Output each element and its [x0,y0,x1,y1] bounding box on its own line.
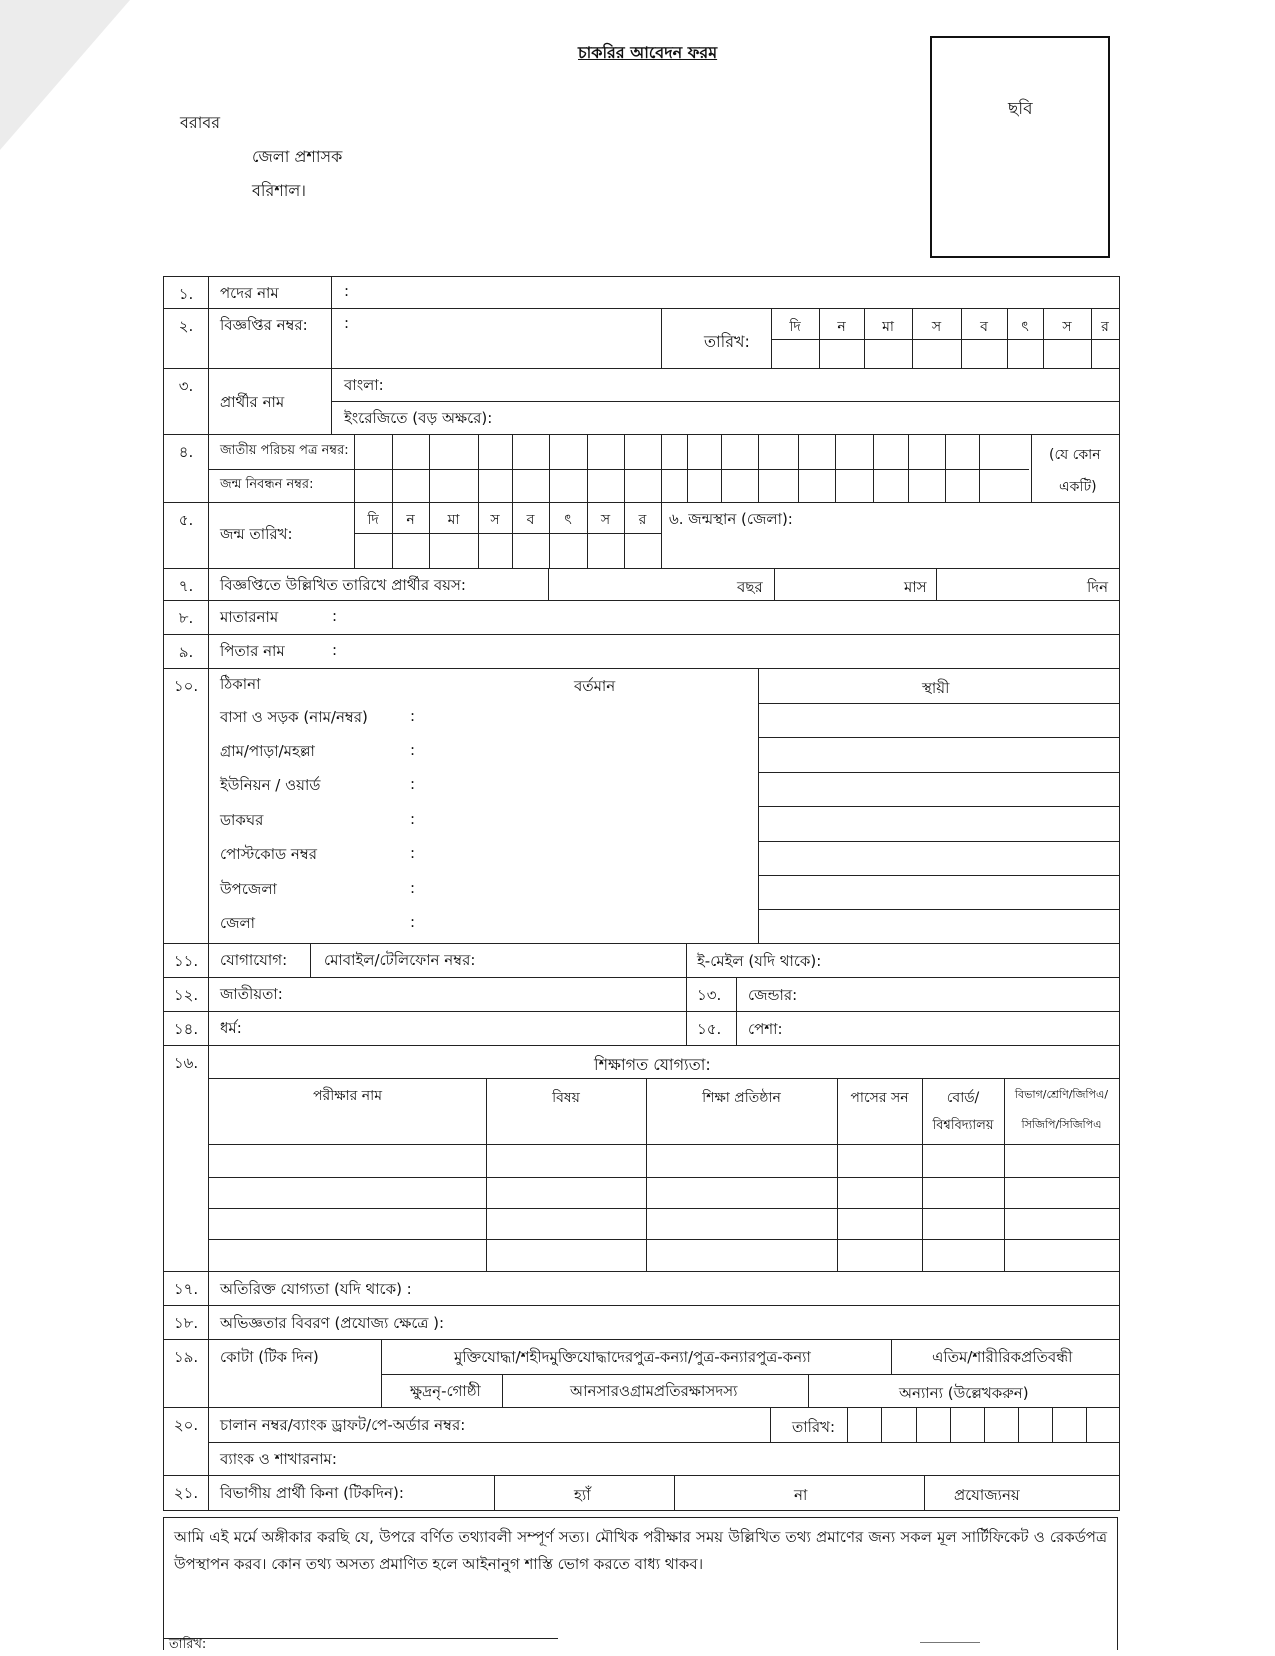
quota-ethnic-minority[interactable]: ক্ষুদ্রনৃ-গোষ্ঠী [410,1382,481,1400]
present-address-header: বর্তমান [574,677,616,695]
edu-col-pass-year: পাসের সন [850,1090,909,1106]
edu-col-board: বোর্ড/ [946,1090,980,1106]
row-number: ১৯. [164,1340,209,1407]
birthplace-label: ৬. জন্মস্থান (জেলা): [669,510,793,528]
row-number: ২. [164,309,209,368]
row-nid [164,435,1119,503]
row-number-15: ১৫. [697,1020,722,1038]
contact-label: যোগাযোগ: [220,951,288,969]
age-months: মাস [904,578,927,596]
father-name-label: পিতার নাম [220,642,285,660]
row-applicant-name [164,369,1119,435]
row-number: ১৭. [164,1272,209,1305]
row-religion [164,1012,1119,1046]
payment-date-label: তারিখ: [792,1418,836,1436]
signature-line [920,1642,980,1643]
either-note: (যে কোন [1049,447,1101,463]
date-cell-m: মা [882,319,894,335]
row-birth-date [164,503,1119,569]
row-number: ৫. [164,503,209,568]
row-quota [164,1340,1119,1408]
row-contact [164,944,1119,978]
edu-col-subject: বিষয় [552,1090,580,1106]
gender-label: জেন্ডার: [748,986,798,1004]
birth-date-cell: ন [406,512,415,528]
form-title: চাকরির আবেদন ফরম [578,43,718,62]
address-upazila: উপজেলা [220,880,277,898]
departmental-label: বিভাগীয় প্রার্থী কিনা (টিকদিন): [220,1484,404,1502]
birth-date-cell: মা [447,512,460,528]
declaration-text: আমি এই মর্মে অঙ্গীকার করছি যে, উপরে বর্ণিত তথ্যাবলী সম্পূর্ণ সত্য। মৌখিক পরীক্ষার সময় উল্লিখিত তথ্য প্রমাণের জন্য সকল মূল সার্টিফিকেট ও রেকর্ডপত্র উপস্থাপন করব। কোন তথ্য অসত্য প্রমাণিত হলে আইনানুগ শাস্তি ভোগ করতে বাধ্য থাকব। [174,1528,1107,1573]
photo-label: ছবি [1008,99,1033,119]
option-yes[interactable]: হ্যাঁ [574,1486,591,1504]
row-additional-qualification [164,1272,1119,1306]
age-days: দিন [1087,578,1109,596]
address-house-road: বাসা ও সড়ক (নাম/নম্বর) [220,708,368,726]
birth-reg-label: জন্ম নিবন্ধন নম্বর: [220,477,314,492]
address-postcode: পোস্টকোড নম্বর [220,845,317,863]
quota-orphan-disabled[interactable]: এতিম/শারীরিকপ্রতিবন্ধী [932,1348,1073,1366]
occupation-label: পেশা: [748,1020,783,1038]
date-cell-y2: ৎ [1021,319,1029,335]
recipient-place: বরিশাল। [252,181,307,200]
option-no[interactable]: না [794,1486,808,1504]
mother-name-label: মাতারনাম [220,608,279,626]
quota-other[interactable]: অন্যান্য (উল্লেখকরুন) [899,1384,1029,1402]
religion-label: ধর্ম: [220,1019,242,1037]
row-number: ৭. [164,569,209,600]
colon: : [344,314,350,332]
address-post-office: ডাকঘর [220,811,264,829]
post-name-label: পদের নাম [220,284,279,302]
date-cell-y1: ব [980,319,988,335]
nid-label: জাতীয় পরিচয় পত্র নম্বর: [220,443,349,458]
row-number: ২১. [164,1476,209,1510]
row-number: ১১. [164,944,209,977]
edu-col-university: বিশ্ববিদ্যালয় [932,1118,994,1133]
address-union-ward: ইউনিয়ন / ওয়ার্ড [220,776,321,794]
row-father-name [164,635,1119,669]
row-post-name [164,277,1119,309]
colon: : [332,607,338,625]
birth-date-cell: ৎ [564,512,572,528]
quota-freedom-fighter[interactable]: মুক্তিযোদ্ধা/শহীদমুক্তিযোদ্ধাদেরপুত্র-কন্যা/পুত্র-কন্যারপুত্র-কন্যা [454,1348,811,1366]
row-number: ১. [164,277,209,308]
date-cell-y4: র [1101,319,1109,335]
address-district: জেলা [220,914,256,932]
footer-date-row [163,1638,558,1651]
colon: : [332,641,338,659]
colon: : [344,282,350,300]
row-mother-name [164,601,1119,635]
recipient: জেলা প্রশাসক [252,147,343,166]
birth-date-cell: দি [367,512,379,528]
birth-date-cell: ব [526,512,535,528]
address-village: গ্রাম/পাড়া/মহল্লা [220,742,315,760]
date-cell-m2: স [931,319,942,335]
row-number: ২০. [164,1408,209,1475]
address-label: ঠিকানা [220,675,261,693]
colon: : [410,844,416,862]
either-note-2: একটি) [1059,479,1097,495]
birth-date-label: জন্ম তারিখ: [220,525,293,543]
row-number-13: ১৩. [697,986,722,1004]
colon: : [410,741,416,759]
email-label: ই-মেইল (যদি থাকে): [697,952,822,970]
row-number: ১২. [164,978,209,1011]
education-title: শিক্ষাগত যোগ্যতা: [594,1055,711,1074]
colon: : [410,775,416,793]
name-english-label: ইংরেজিতে (বড় অক্ষরে): [344,409,493,427]
row-number: ৩. [164,369,209,434]
quota-label: কোটা (টিক দিন) [220,1348,319,1366]
declaration-box [163,1517,1118,1650]
row-circular-number [164,309,1119,369]
additional-qualification-label: অতিরিক্ত যোগ্যতা (যদি থাকে) : [220,1280,412,1298]
row-payment [164,1408,1119,1476]
row-age [164,569,1119,601]
row-number: ১৬. [164,1046,209,1271]
photo-box[interactable] [930,36,1110,258]
edu-col-cgpa: সিজিপি/সিজিপিএ [1021,1118,1102,1131]
date-cell-y3: স [1062,319,1072,335]
row-address [164,669,1119,944]
footer-date-label: তারিখ: [169,1637,207,1652]
page-fold [0,0,130,150]
row-number: ৪. [164,435,209,502]
application-form-table [163,276,1120,1511]
edu-col-result: বিভাগ/শ্রেণি/জিপিএ/ [1014,1088,1109,1101]
edu-col-institution: শিক্ষা প্রতিষ্ঠান [702,1090,781,1106]
row-number: ১৮. [164,1306,209,1339]
date-cell-d2: ন [837,319,846,335]
row-education [164,1046,1119,1272]
row-number: ৯. [164,635,209,668]
row-experience [164,1306,1119,1340]
birth-date-cell: স [600,512,611,528]
birth-date-cell: স [490,512,500,528]
row-departmental [164,1476,1119,1510]
row-number: ১০. [164,669,209,943]
name-bangla-label: বাংলা: [344,376,384,394]
colon: : [410,879,416,897]
colon: : [410,913,416,931]
challan-label: চালান নম্বর/ব্যাংক ড্রাফট/পে-অর্ডার নম্বর: [220,1416,466,1434]
edu-col-exam: পরীক্ষার নাম [313,1088,382,1104]
row-number: ৮. [164,601,209,634]
nationality-label: জাতীয়তা: [220,985,283,1003]
birth-date-cell: র [638,512,647,528]
circular-number-label: বিজ্ঞপ্তির নম্বর: [220,316,308,334]
date-label: তারিখ: [704,332,750,351]
post-name-field[interactable] [354,277,1104,308]
age-years: বছর [737,578,763,596]
applicant-name-label: প্রার্থীর নাম [220,393,285,411]
salutation: বরাবর [180,113,221,132]
colon: : [410,810,416,828]
experience-label: অভিজ্ঞতার বিবরণ (প্রযোজ্য ক্ষেত্রে ): [220,1314,445,1332]
option-not-applicable[interactable]: প্রযোজ্যনয় [954,1486,1020,1504]
quota-ansar-vdp[interactable]: আনসারওগ্রামপ্রতিরক্ষাসদস্য [570,1382,738,1400]
mobile-label: মোবাইল/টেলিফোন নম্বর: [324,951,476,969]
row-nationality [164,978,1119,1012]
date-cell-d: দি [789,319,801,335]
bank-branch-label: ব্যাংক ও শাখারনাম: [220,1450,337,1468]
colon: : [410,707,416,725]
permanent-address-header: স্থায়ী [922,679,950,697]
age-label: বিজ্ঞপ্তিতে উল্লিখিত তারিখে প্রার্থীর বয়স: [220,576,466,594]
row-number: ১৪. [164,1012,209,1045]
